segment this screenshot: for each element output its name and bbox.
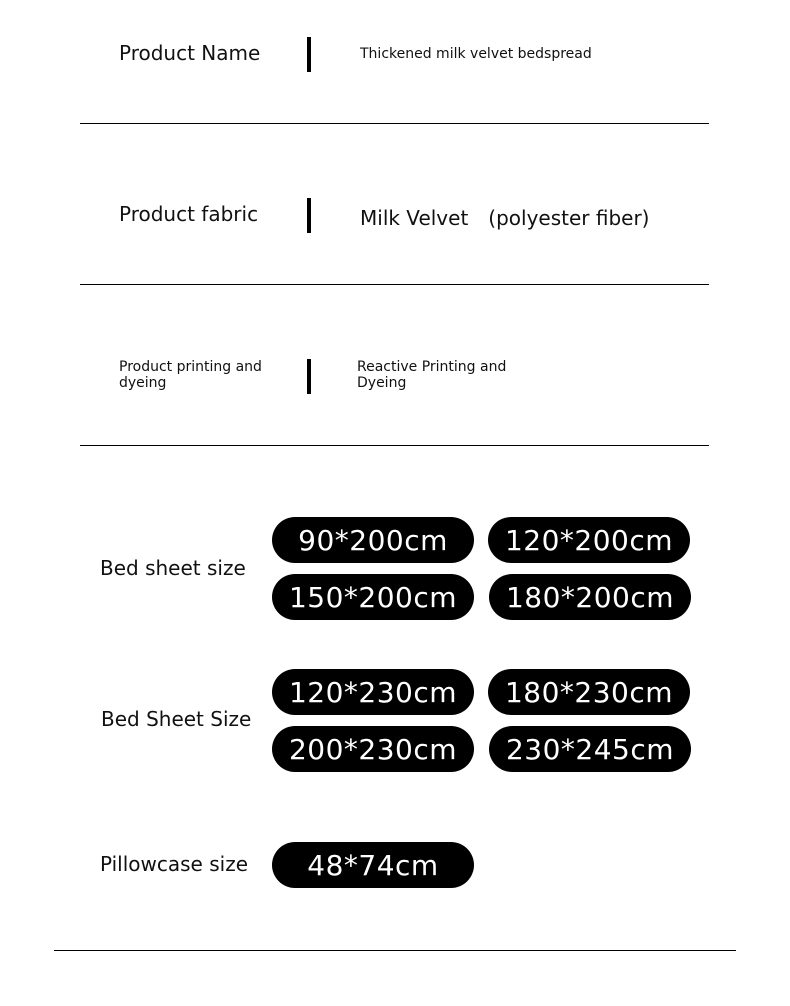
separator-bar bbox=[307, 37, 311, 72]
size-option: 180*230cm bbox=[488, 669, 690, 715]
separator-bar bbox=[307, 198, 311, 233]
divider bbox=[80, 284, 709, 285]
spec-value-printing-dyeing: Reactive Printing and Dyeing bbox=[357, 359, 507, 391]
size-option: 150*200cm bbox=[272, 574, 474, 620]
size-label-bed-sheet: Bed sheet size bbox=[100, 556, 246, 580]
spec-label-printing-dyeing: Product printing and dyeing bbox=[119, 359, 262, 391]
size-option: 120*230cm bbox=[272, 669, 474, 715]
size-option: 90*200cm bbox=[272, 517, 474, 563]
size-option: 200*230cm bbox=[272, 726, 474, 772]
divider bbox=[54, 950, 736, 951]
spec-value-product-fabric: Milk Velvet (polyester fiber) bbox=[360, 206, 650, 230]
spec-label-product-fabric: Product fabric bbox=[119, 202, 259, 226]
size-option: 230*245cm bbox=[489, 726, 691, 772]
spec-label-product-name: Product Name bbox=[119, 41, 261, 65]
divider bbox=[80, 123, 709, 124]
size-option: 180*200cm bbox=[489, 574, 691, 620]
size-label-bed-sheet-large: Bed Sheet Size bbox=[101, 707, 252, 731]
size-option: 120*200cm bbox=[488, 517, 690, 563]
separator-bar bbox=[307, 359, 311, 394]
size-option: 48*74cm bbox=[272, 842, 474, 888]
divider bbox=[80, 445, 709, 446]
size-label-pillowcase: Pillowcase size bbox=[100, 852, 248, 876]
spec-value-product-name: Thickened milk velvet bedspread bbox=[360, 46, 592, 62]
